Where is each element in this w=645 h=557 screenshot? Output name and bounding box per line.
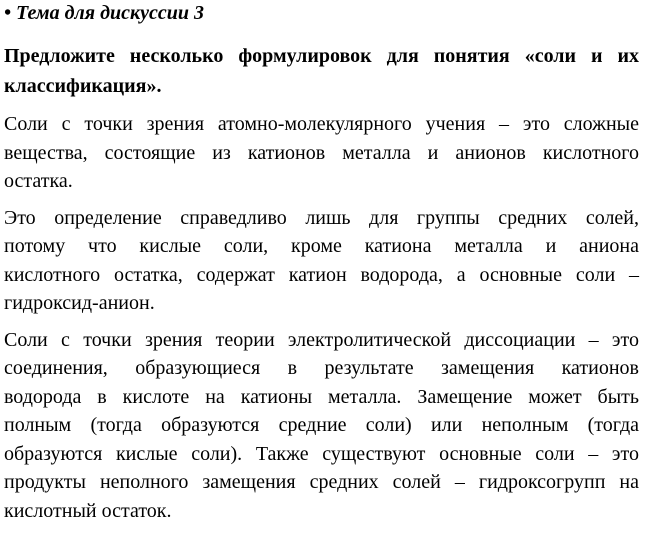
question-line: классификация». bbox=[4, 75, 162, 97]
paragraph-line: кислотного остатка, содержат катион водорода, а основные соли – bbox=[4, 263, 639, 286]
paragraph-line: вещества, состоящие из катионов металла и анионов кислотного bbox=[4, 141, 639, 164]
paragraph-electrolytic-dissociation bbox=[4, 326, 639, 526]
paragraph-line: Соли с точки зрения теории электролитической диссоциации – это bbox=[4, 328, 639, 351]
paragraph-line: гидроксид-анион. bbox=[4, 292, 155, 314]
paragraph-line: водорода в кислоте на катионы металла. Замещение может быть bbox=[4, 385, 639, 408]
paragraph-line: Это определение справедливо лишь для группы средних солей, bbox=[4, 206, 639, 229]
paragraph-line: образуются кислые соли). Также существуют основные соли – это bbox=[4, 442, 639, 465]
discussion-question bbox=[4, 41, 639, 101]
discussion-topic-heading: • Тема для дискуссии 3 bbox=[4, 2, 204, 24]
paragraph-line: соединения, образующиеся в результате замещения катионов bbox=[4, 357, 639, 379]
paragraph-line: полным (тогда образуются средние соли) или неполным (тогда bbox=[4, 414, 639, 436]
question-line: Предложите несколько формулировок для понятия «соли и их bbox=[4, 45, 639, 67]
paragraph-definition-limits bbox=[4, 204, 639, 318]
paragraph-line: остатка. bbox=[4, 170, 73, 192]
paragraph-line: продукты неполного замещения средних солей – гидроксогрупп на bbox=[4, 471, 639, 493]
paragraph-line: потому что кислые соли, кроме катиона металла и аниона bbox=[4, 235, 639, 257]
paragraph-line: кислотный остаток. bbox=[4, 499, 172, 522]
paragraph-line: Соли с точки зрения атомно-молекулярного учения – это сложные bbox=[4, 113, 639, 135]
paragraph-atomic-molecular bbox=[4, 110, 639, 196]
